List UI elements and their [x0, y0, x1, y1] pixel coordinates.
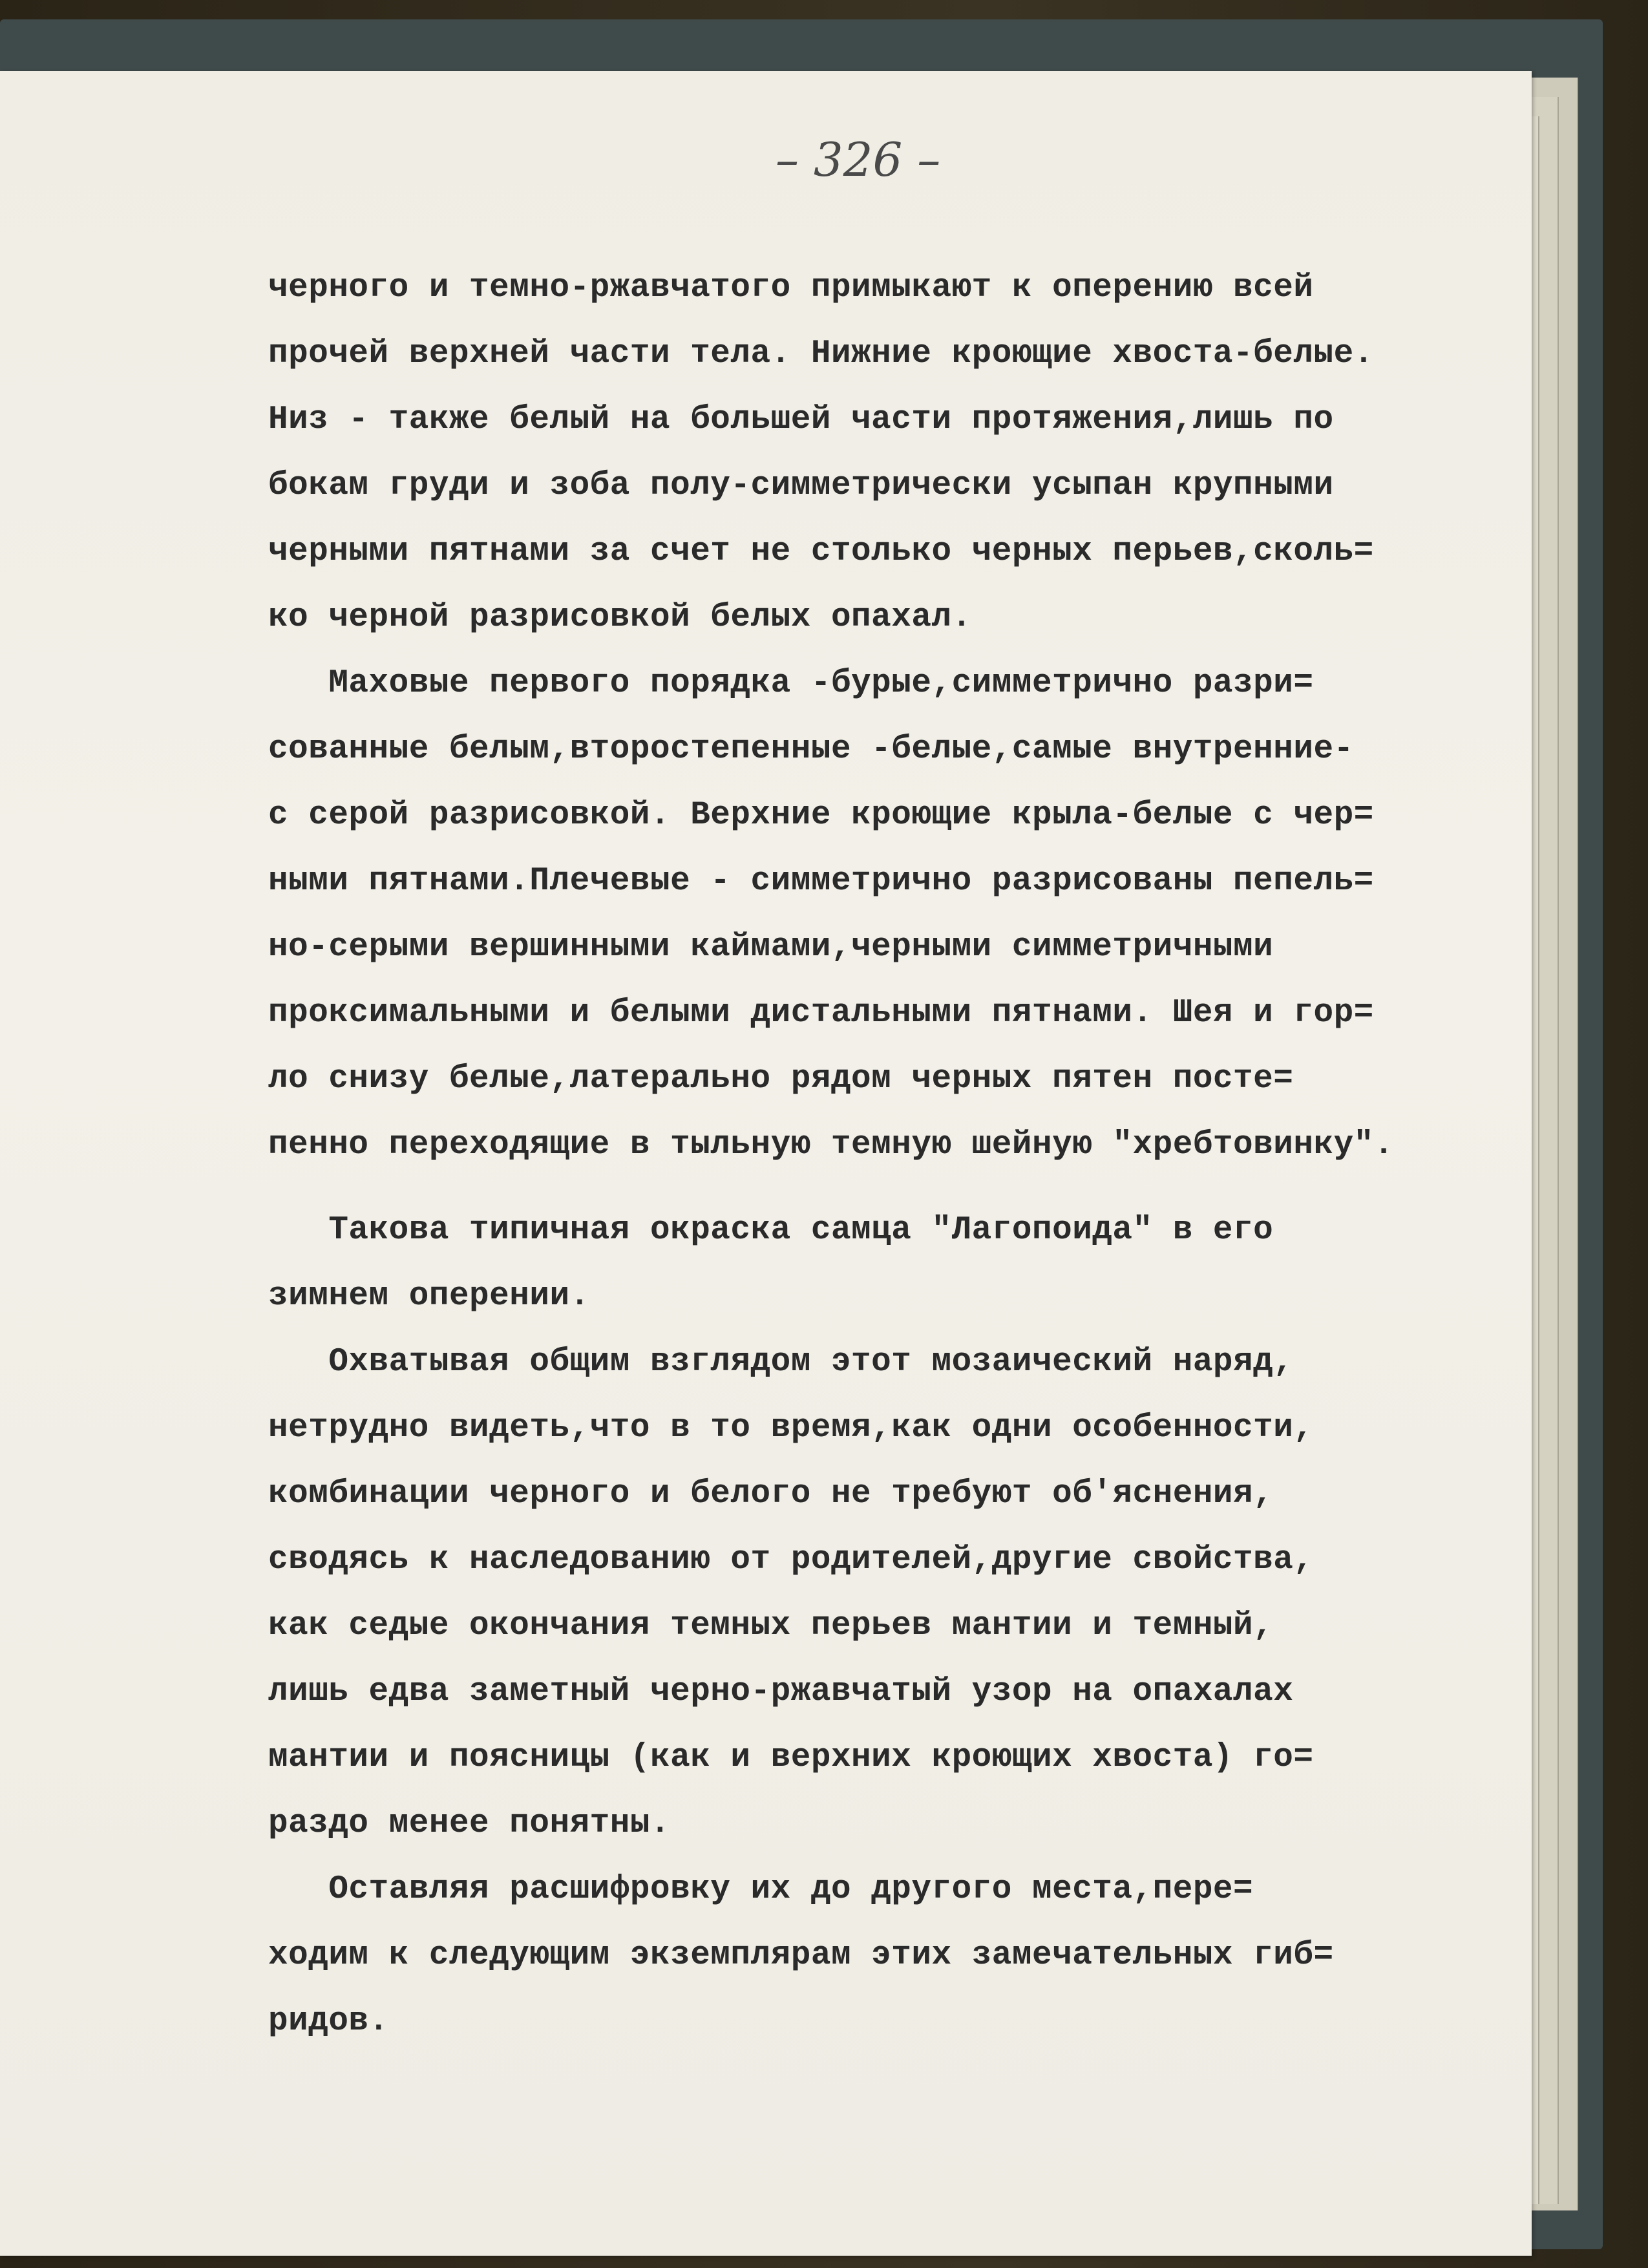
text-line: лишь едва заметный черно-ржавчатый узор на опахалах	[268, 1673, 1294, 1710]
text-line: Такова типичная окраска самца "Лагопоида" в его	[268, 1212, 1274, 1249]
text-line: ло снизу белые,латерально рядом черных пятен посте=	[268, 1061, 1294, 1097]
text-line: бокам груди и зоба полу-симметрически усыпан крупными	[268, 467, 1334, 504]
text-line: Низ - также белый на большей части протяжения,лишь по	[268, 401, 1334, 438]
text-line: пенно переходящие в тыльную темную шейную "хребтовинку".	[268, 1127, 1394, 1163]
text-line: черного и темно-ржавчатого примыкают к оперению всей	[268, 270, 1314, 306]
text-line: ко черной разрисовкой белых опахал.	[268, 599, 972, 636]
text-line: сованные белым,второстепенные -белые,самые внутренние-	[268, 731, 1354, 768]
text-line: но-серыми вершинными каймами,черными симметричными	[268, 929, 1274, 966]
text-line: зимнем оперении.	[268, 1278, 590, 1315]
text-line: ходим к следующим экземплярам этих замечательных гиб=	[268, 1937, 1334, 1974]
page-number: – 326 –	[776, 132, 941, 187]
text-line: как седые окончания темных перьев мантии и темный,	[268, 1607, 1274, 1644]
text-line: черными пятнами за счет не столько черных перьев,сколь=	[268, 533, 1374, 570]
text-line: ридов.	[268, 2003, 389, 2040]
text-line: ными пятнами.Плечевые - симметрично разрисованы пепель=	[268, 863, 1374, 900]
text-line: раздо менее понятны.	[268, 1805, 671, 1842]
text-line: Охватывая общим взглядом этот мозаический наряд,	[268, 1344, 1294, 1381]
text-line: мантии и поясницы (как и верхних кроющих хвоста) го=	[268, 1739, 1314, 1776]
text-line: прочей верхней части тела. Нижние кроющие хвоста-белые.	[268, 335, 1374, 372]
text-line: Маховые первого порядка -бурые,симметрично разри=	[268, 665, 1314, 702]
text-line: Оставляя расшифровку их до другого места,пере=	[268, 1871, 1254, 1908]
text-line: проксимальными и белыми дистальными пятнами. Шея и гор=	[268, 995, 1374, 1032]
text-line: комбинации черного и белого не требуют об'яснения,	[268, 1476, 1274, 1512]
text-line: сводясь к наследованию от родителей,другие свойства,	[268, 1542, 1314, 1578]
text-line: с серой разрисовкой. Верхние кроющие крыла-белые с чер=	[268, 797, 1374, 834]
body-text	[268, 255, 1490, 2055]
text-line: нетрудно видеть,что в то время,как одни особенности,	[268, 1410, 1314, 1447]
